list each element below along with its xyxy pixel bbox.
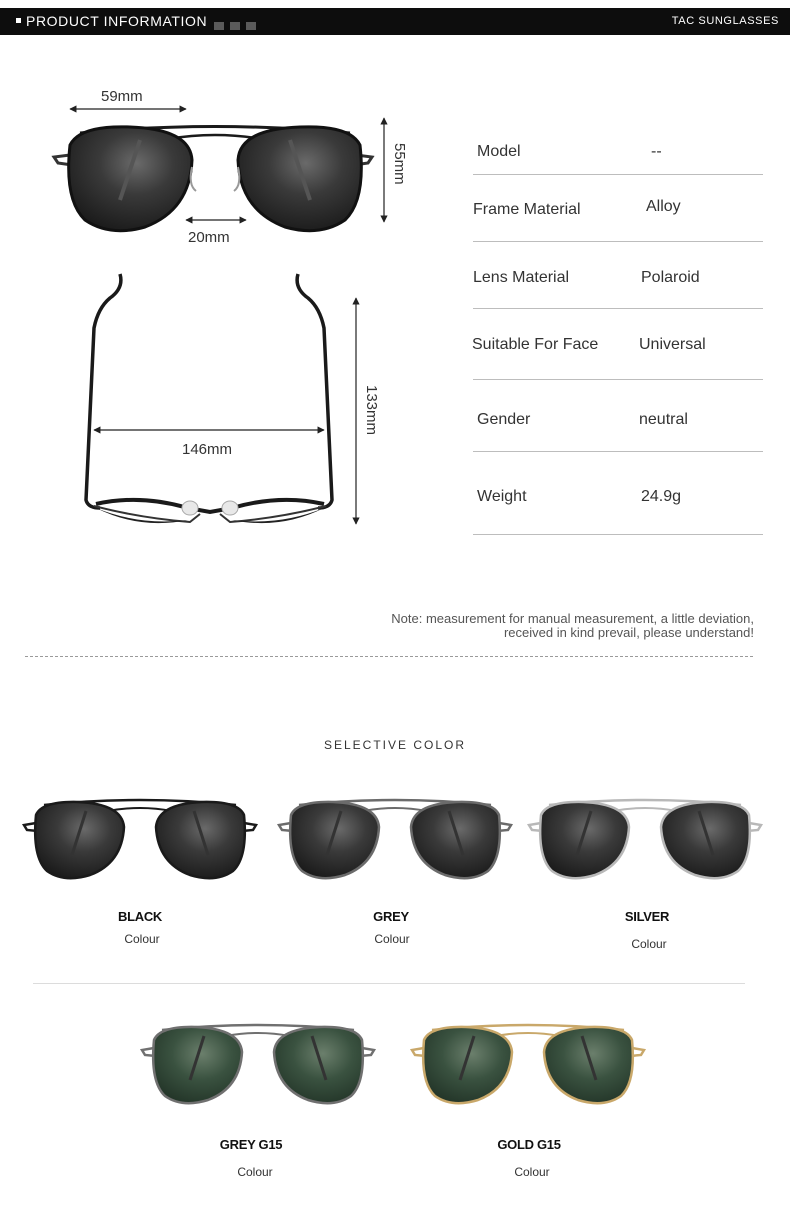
spec-value: Universal	[639, 336, 706, 353]
spec-value: 24.9g	[641, 488, 682, 505]
note-line-1: Note: measurement for manual measurement, a little deviation,	[391, 611, 754, 626]
lens-height-label: 55mm	[391, 143, 408, 185]
color-sub-silver: Colour	[631, 937, 667, 951]
color-sub-gold-g15: Colour	[514, 1165, 550, 1179]
spec-value: Polaroid	[641, 269, 700, 286]
glasses-grey	[279, 800, 511, 878]
color-name-black: BLACK	[118, 909, 162, 924]
spec-label: Suitable For Face	[472, 336, 599, 353]
lens-width-label: 59mm	[101, 88, 143, 105]
color-sub-grey-g15: Colour	[237, 1165, 273, 1179]
header-title: PRODUCT INFORMATION	[16, 13, 207, 29]
spec-label: Gender	[477, 411, 531, 428]
color-name-gold-g15: GOLD G15	[497, 1137, 561, 1152]
color-name-grey-g15: GREY G15	[219, 1137, 283, 1152]
color-name-silver: SILVER	[624, 909, 670, 924]
bridge-label: 20mm	[188, 229, 230, 246]
glasses-gold-g15	[412, 1025, 644, 1103]
spec-value: --	[651, 143, 662, 160]
temple-length-label: 133mm	[363, 385, 380, 436]
color-sub-grey: Colour	[374, 932, 410, 946]
spec-label: Weight	[477, 488, 527, 505]
spec-label: Model	[477, 143, 521, 160]
spec-label: Frame Material	[473, 201, 581, 218]
color-sub-black: Colour	[124, 932, 160, 946]
color-name-grey: GREY	[373, 909, 409, 924]
glasses-grey-g15	[142, 1025, 374, 1103]
spec-label: Lens Material	[473, 269, 570, 286]
glasses-silver	[529, 800, 761, 878]
header-brand: TAC SUNGLASSES	[671, 15, 779, 27]
glasses-black	[24, 800, 256, 878]
color-row-divider	[33, 983, 745, 984]
spec-value: Alloy	[646, 198, 681, 215]
frame-width-label: 146mm	[182, 441, 233, 458]
selective-color-title: SELECTIVE COLOR	[323, 738, 467, 752]
spec-value: neutral	[639, 411, 688, 428]
note-line-2: received in kind prevail, please understand!	[503, 625, 754, 640]
